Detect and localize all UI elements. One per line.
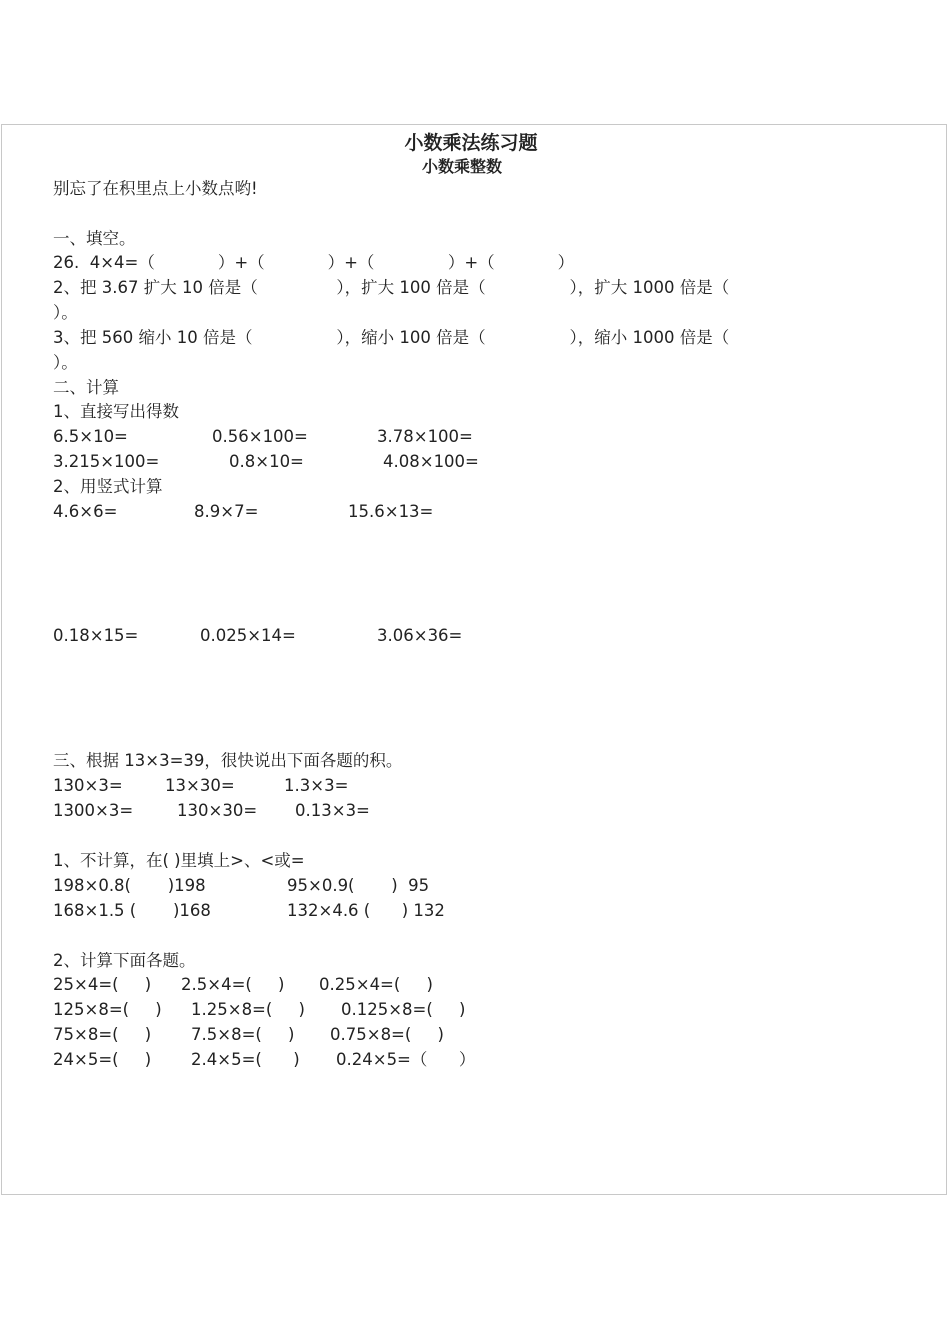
vertical-item: 15.6×13= (348, 502, 434, 521)
calc-item: 2.5×4=( ) (181, 975, 285, 994)
calc-item: 75×8=( ) (53, 1025, 152, 1044)
vertical-item: 4.6×6= (53, 502, 118, 521)
vertical-heading: 2、用竖式计算 (53, 477, 163, 496)
compare-heading: 1、不计算，在( )里填上>、<或= (53, 851, 305, 870)
product-item: 130×30= (177, 801, 258, 820)
direct-heading: 1、直接写出得数 (53, 402, 179, 421)
calc-item: 0.25×4=( ) (319, 975, 433, 994)
direct-item: 0.8×10= (229, 452, 304, 471)
direct-item: 0.56×100= (212, 427, 308, 446)
calc-item: 1.25×8=( ) (191, 1000, 305, 1019)
calc-item: 0.24×5=（ ） (336, 1050, 476, 1069)
calc-item: 7.5×8=( ) (191, 1025, 295, 1044)
vertical-item: 0.025×14= (200, 626, 296, 645)
section1-heading: 一、填空。 (53, 229, 136, 248)
fill-question-3-end: ）。 (53, 353, 78, 372)
compare-item: 132×4.6 ( ) 132 (287, 901, 445, 920)
calc-item: 125×8=( ) (53, 1000, 162, 1019)
calc-item: 2.4×5=( ) (191, 1050, 300, 1069)
fill-question-3: 3、把 560 缩小 10 倍是（ ），缩小 100 倍是（ ），缩小 1000 倍是（ (53, 328, 730, 347)
calc-item: 0.125×8=( ) (341, 1000, 466, 1019)
fill-question-2-end: ）。 (53, 303, 78, 322)
calc-heading: 2、计算下面各题。 (53, 951, 196, 970)
product-item: 130×3= (53, 776, 123, 795)
worksheet-title: 小数乘法练习题 (404, 132, 538, 154)
reminder-text: 别忘了在积里点上小数点哟! (53, 179, 258, 198)
vertical-item: 0.18×15= (53, 626, 139, 645)
direct-item: 3.78×100= (377, 427, 473, 446)
direct-item: 3.215×100= (53, 452, 160, 471)
product-item: 13×30= (165, 776, 235, 795)
direct-item: 4.08×100= (383, 452, 479, 471)
vertical-item: 3.06×36= (377, 626, 463, 645)
fill-question-1: 26. 4×4=（ ）+（ ）+（ ）+（ ） (53, 253, 575, 272)
worksheet-subtitle: 小数乘整数 (422, 157, 503, 176)
product-item: 1300×3= (53, 801, 134, 820)
calc-item: 0.75×8=( ) (330, 1025, 444, 1044)
product-item: 1.3×3= (284, 776, 349, 795)
compare-item: 168×1.5 ( )168 (53, 901, 211, 920)
product-item: 0.13×3= (295, 801, 370, 820)
direct-item: 6.5×10= (53, 427, 128, 446)
compare-item: 198×0.8( )198 (53, 876, 206, 895)
calc-item: 25×4=( ) (53, 975, 152, 994)
calc-item: 24×5=( ) (53, 1050, 152, 1069)
vertical-item: 8.9×7= (194, 502, 259, 521)
compare-item: 95×0.9( ) 95 (287, 876, 430, 895)
fill-question-2: 2、把 3.67 扩大 10 倍是（ ），扩大 100 倍是（ ），扩大 1000 倍是（ (53, 278, 730, 297)
section2-heading: 二、计算 (53, 378, 119, 397)
section3-heading: 三、根据 13×3=39，很快说出下面各题的积。 (53, 751, 403, 770)
